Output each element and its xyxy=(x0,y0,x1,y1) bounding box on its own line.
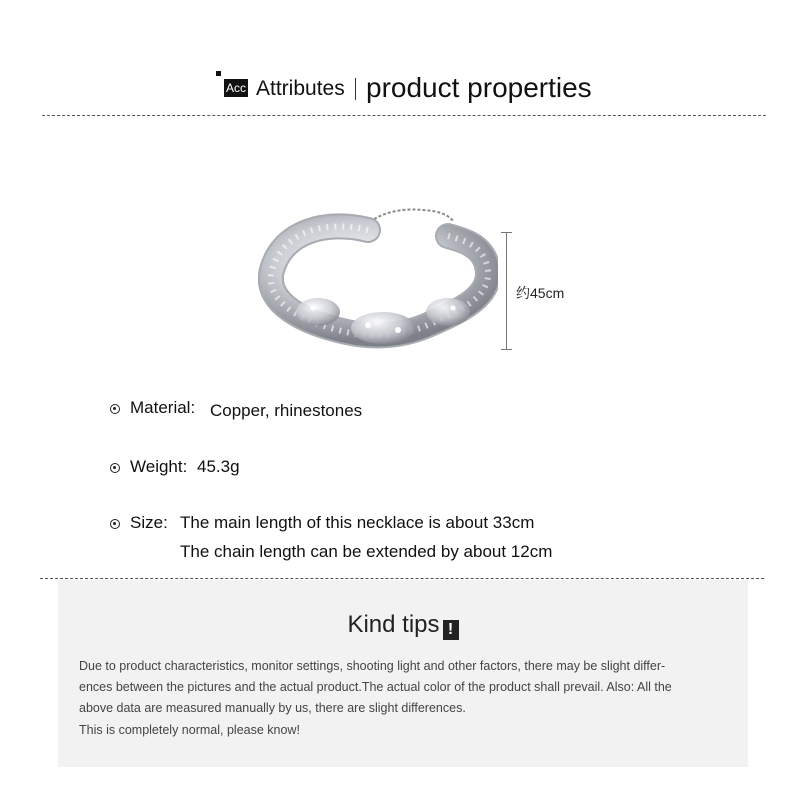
dimension-cap-bottom xyxy=(501,349,512,350)
attribute-label: Size: xyxy=(130,513,168,532)
tips-title-text: Kind tips xyxy=(347,611,440,638)
header-divider xyxy=(355,78,356,100)
tips-title xyxy=(58,611,748,640)
attribute-value: 45.3g xyxy=(197,457,240,476)
dimension-label: 约45cm xyxy=(516,285,565,301)
bullet-icon xyxy=(110,404,120,414)
attribute-value-2: The chain length can be extended by about 12cm xyxy=(180,542,553,561)
tips-line: ences between the pictures and the actual product.The actual color of the product shall prevail. Also: All the xyxy=(79,680,672,694)
header-badge: Acc xyxy=(226,81,247,95)
tips-line: Due to product characteristics, monitor settings, shooting light and other factors, there may be slight differ- xyxy=(79,659,666,673)
attribute-label: Material: xyxy=(130,398,196,417)
attribute-label: Weight: xyxy=(130,457,188,476)
page-title: product properties xyxy=(366,72,592,103)
bullet-icon xyxy=(110,519,120,529)
header-attributes-label: Attributes xyxy=(256,77,345,100)
tips-line: This is completely normal, please know! xyxy=(79,723,300,737)
attribute-value: Copper, rhinestones xyxy=(210,401,363,420)
kind-tips-panel xyxy=(58,580,748,767)
necklace-image xyxy=(258,200,498,365)
dimension-cap-top xyxy=(501,232,512,233)
bullet-icon xyxy=(110,463,120,473)
bottom-divider xyxy=(40,578,764,579)
header-square-icon xyxy=(216,71,221,76)
attribute-value: The main length of this necklace is about 33cm xyxy=(180,513,535,532)
dimension-line xyxy=(506,232,507,350)
exclamation-icon: ! xyxy=(443,620,459,640)
tips-line: above data are measured manually by us, there are slight differences. xyxy=(79,701,466,715)
section-header xyxy=(0,70,800,110)
top-divider xyxy=(42,115,766,116)
